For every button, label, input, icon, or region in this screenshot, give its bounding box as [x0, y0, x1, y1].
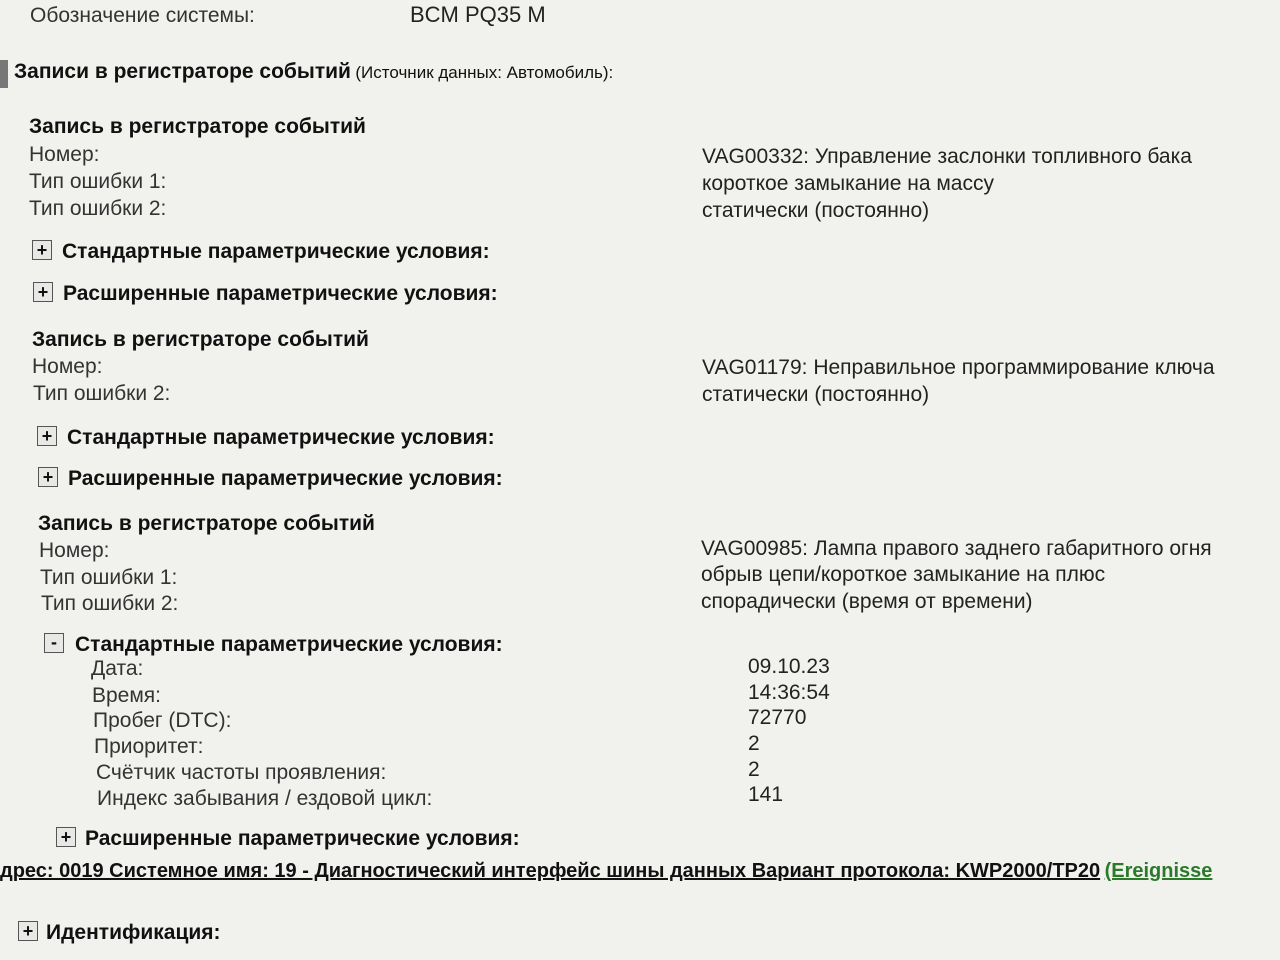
ext-conditions-label: Расширенные параметрические условия:	[85, 827, 520, 850]
fault-code-id: VAG00332:	[702, 145, 810, 168]
fault2-value: спорадически (время от времени)	[701, 590, 1033, 613]
fault-code-id: VAG00985:	[701, 537, 809, 560]
param-label: Дата:	[91, 657, 144, 680]
fault2-value: статически (постоянно)	[702, 199, 930, 222]
identification-label: Идентификация:	[46, 921, 221, 944]
std-conditions-label: Стандартные параметрические условия:	[75, 633, 503, 656]
param-value: 141	[748, 783, 784, 806]
expand-toggle[interactable]: +	[18, 921, 38, 941]
system-label: Обозначение системы:	[30, 4, 255, 27]
records-header-source: (Источник данных: Автомобиль):	[355, 63, 614, 82]
fault2-label: Тип ошибки 2:	[41, 592, 179, 615]
ext-conditions-label: Расширенные параметрические условия:	[63, 282, 498, 305]
param-value: 72770	[748, 706, 807, 729]
expand-toggle[interactable]: +	[56, 827, 76, 847]
records-header	[14, 60, 613, 84]
expand-toggle[interactable]: +	[38, 467, 58, 487]
expand-toggle[interactable]: +	[33, 282, 53, 302]
fault-code	[702, 356, 1215, 380]
fault-description: Неправильное программирование ключа	[813, 356, 1215, 379]
param-label: Индекс забывания / ездовой цикл:	[97, 787, 433, 810]
param-label: Приоритет:	[94, 735, 204, 758]
expand-toggle[interactable]: +	[32, 240, 52, 260]
fault1-value: обрыв цепи/короткое замыкание на плюс	[701, 563, 1106, 586]
record-title: Запись в регистраторе событий	[38, 512, 375, 535]
address-line	[0, 860, 1280, 883]
std-conditions-label: Стандартные параметрические условия:	[67, 426, 495, 449]
fault2-label: Тип ошибки 2:	[33, 382, 171, 405]
fault-code	[702, 145, 1192, 169]
ext-conditions-label: Расширенные параметрические условия:	[68, 467, 503, 490]
std-conditions-label: Стандартные параметрические условия:	[62, 240, 490, 263]
fault1-value: короткое замыкание на массу	[702, 172, 994, 195]
fault2-value: статически (постоянно)	[702, 383, 930, 406]
param-value: 09.10.23	[748, 655, 830, 678]
system-value: BCM PQ35 M	[410, 2, 546, 27]
param-label: Пробег (DTC):	[93, 709, 232, 732]
events-link[interactable]: (Ereignisse	[1104, 860, 1213, 882]
fault1-label: Тип ошибки 1:	[29, 170, 167, 193]
record-title: Запись в регистраторе событий	[32, 328, 369, 351]
record-title: Запись в регистраторе событий	[29, 115, 366, 138]
number-label: Номер:	[32, 355, 103, 378]
address-text: дрес: 0019 Системное имя: 19 - Диагностический интерфейс шины данных Вариант протокола: KWP2000/TP20	[0, 860, 1101, 882]
records-header-title: Записи в регистраторе событий	[14, 60, 351, 83]
fault2-label: Тип ошибки 2:	[29, 197, 167, 220]
fault1-label: Тип ошибки 1:	[40, 566, 178, 589]
fault-code	[701, 537, 1212, 561]
fault-description: Управление заслонки топливного бака	[814, 145, 1192, 168]
param-value: 2	[748, 732, 760, 755]
fault-description: Лампа правого заднего габаритного огня	[813, 537, 1212, 560]
section-marker	[0, 60, 8, 88]
param-value: 14:36:54	[748, 681, 830, 704]
collapse-toggle[interactable]: -	[44, 633, 64, 653]
number-label: Номер:	[29, 143, 100, 166]
param-value: 2	[748, 758, 760, 781]
param-label: Счётчик частоты проявления:	[96, 761, 387, 784]
number-label: Номер:	[39, 539, 110, 562]
param-label: Время:	[92, 684, 162, 707]
expand-toggle[interactable]: +	[37, 426, 57, 446]
fault-code-id: VAG01179:	[702, 356, 808, 379]
